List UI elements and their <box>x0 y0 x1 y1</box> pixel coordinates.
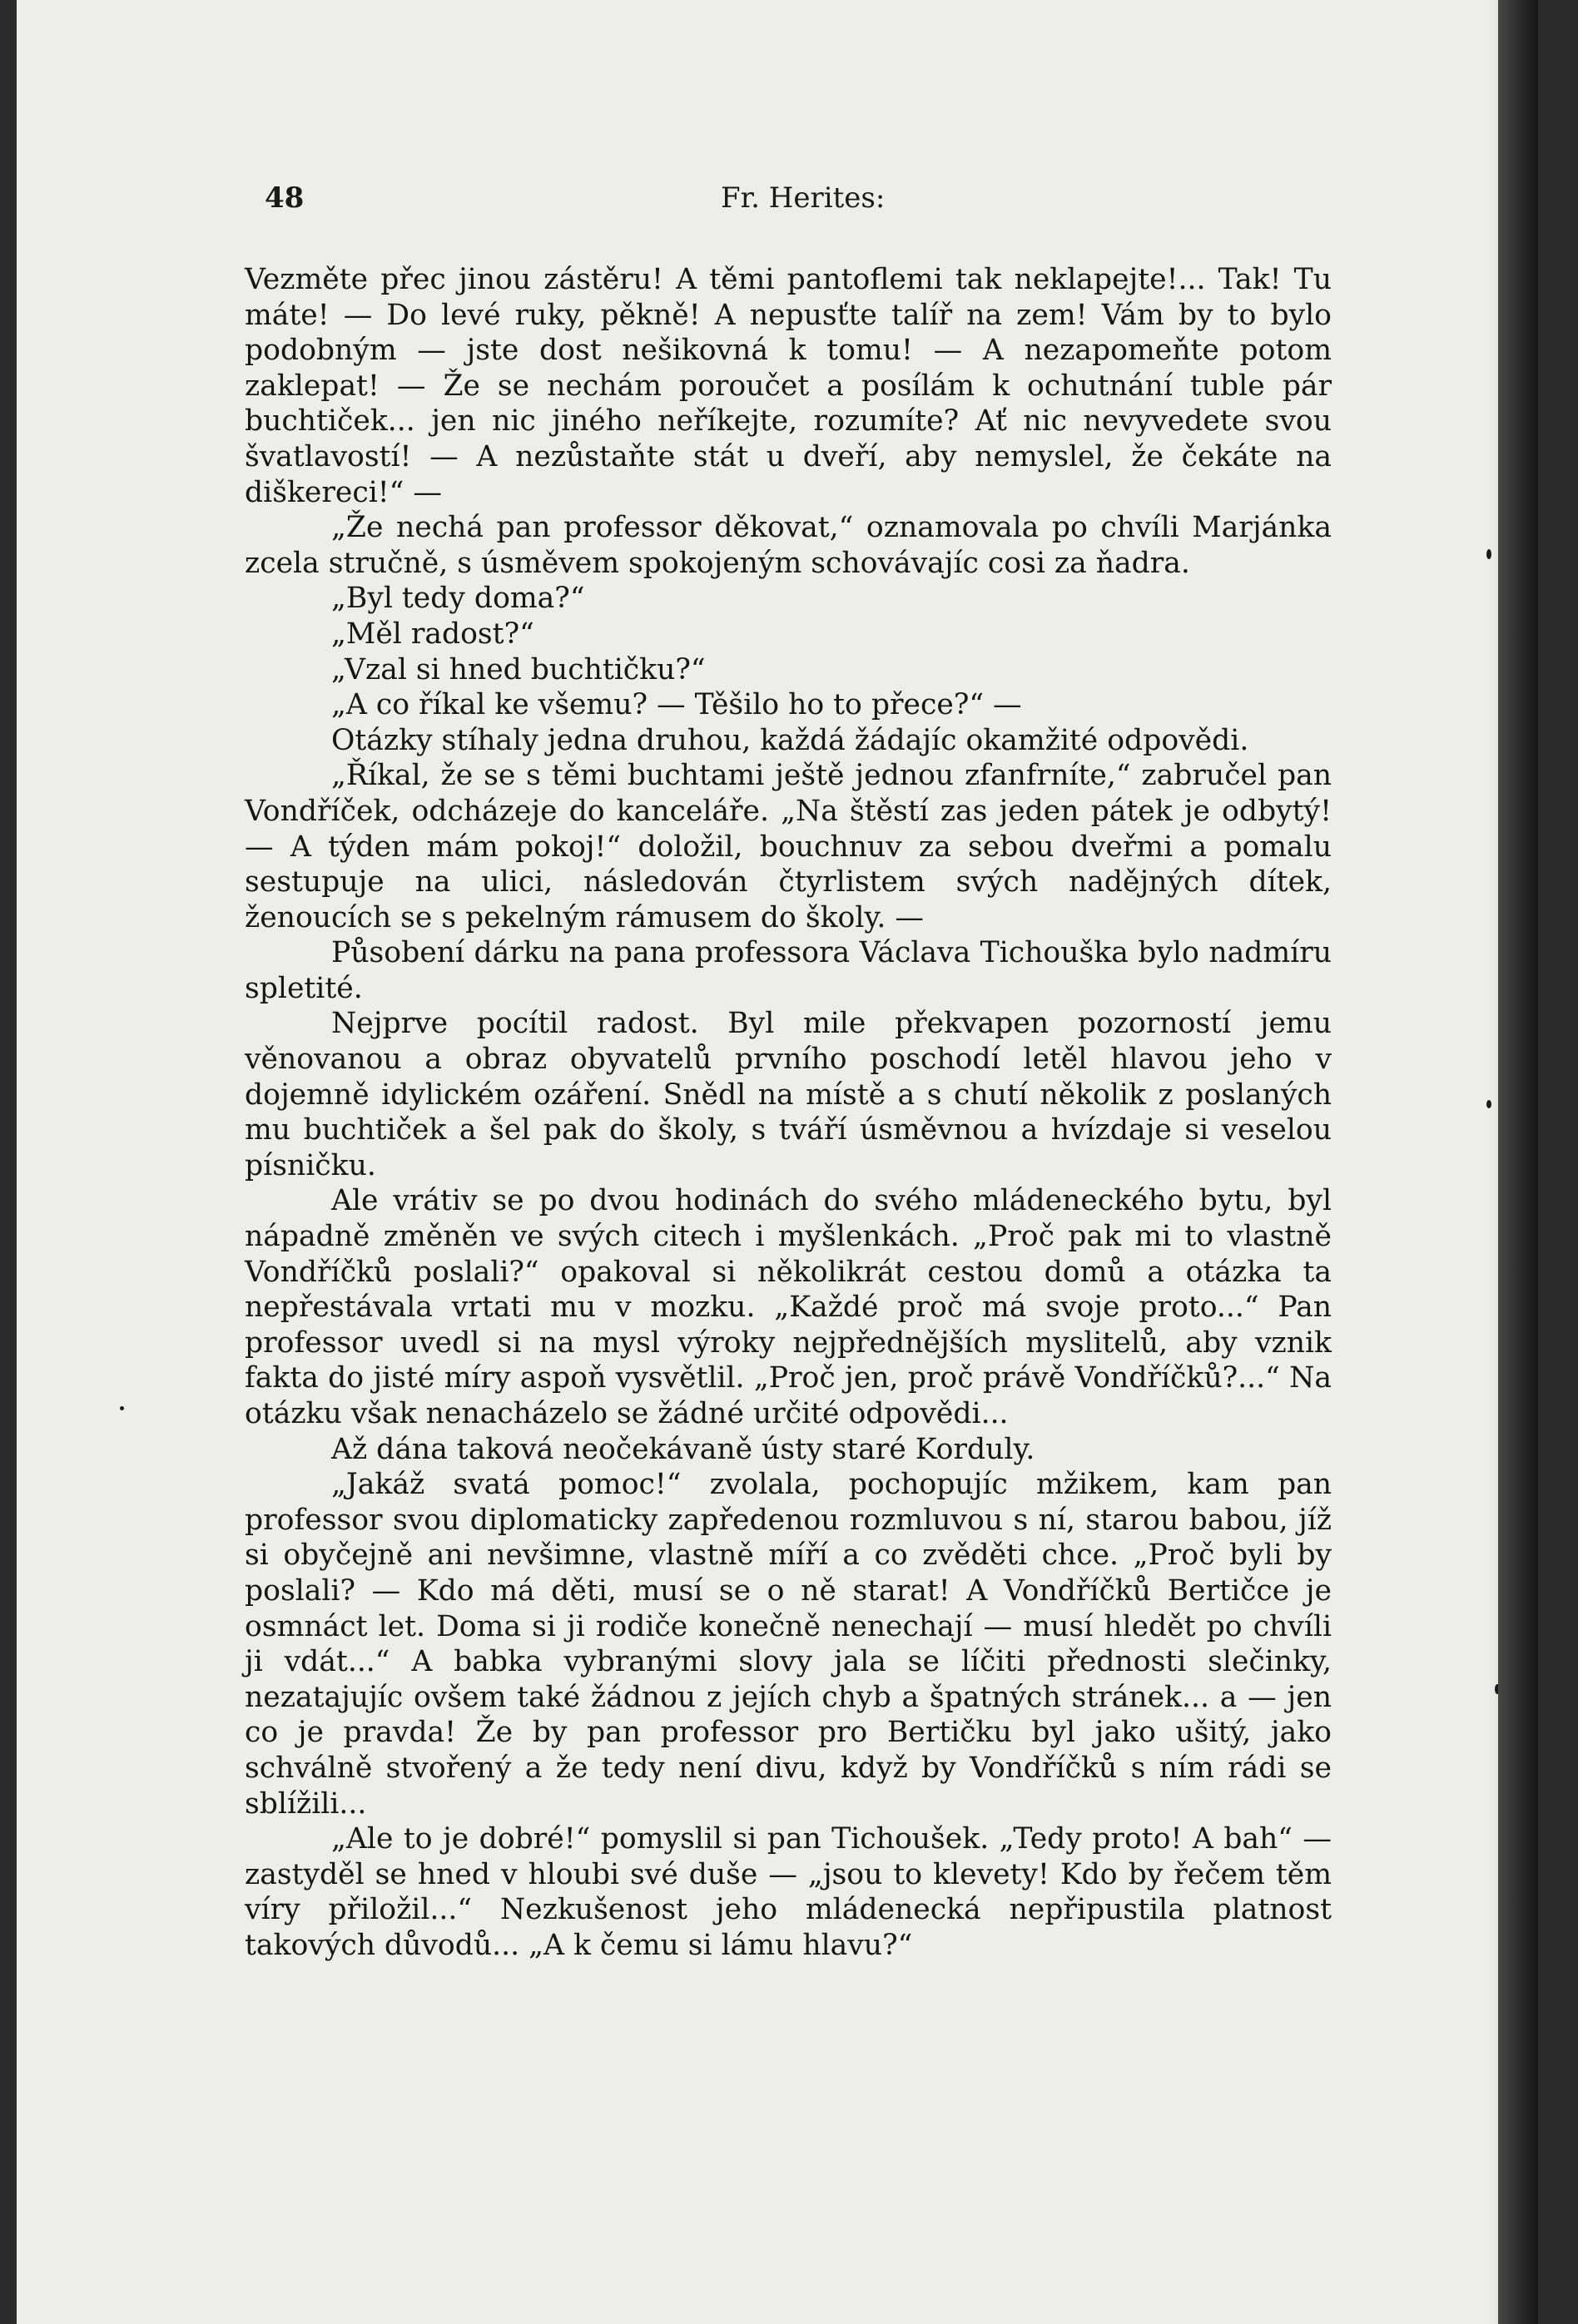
page-number: 48 <box>265 181 305 215</box>
paragraph: „Jakáž svatá pomoc!“ zvolala, pochopujíc mžikem, kam pan professor svou diplomaticky zapředenou rozmluvou s ní, starou babou, jíž si obyčejně ani nevšimne, vlastně míří a co zvěděti chce. „Proč byli by poslali? — Kdo má děti, musí se o ně starat! A Vondříčků Bertičce je osmnáct let. Doma si ji rodiče konečně nenechají — musí hledět po chvíli ji vdát...“ A babka vybranými slovy jala se líčiti přednosti slečinky, nezatajujíc ovšem také žádnou z jejích chyb a špatných stránek... a — jen co je pravda! Že by pan professor pro Bertičku byl jako ušitý, jako schválně stvořený a že tedy není divu, když by Vondříčků s ním rádi se sblížili... <box>245 1468 1332 1821</box>
running-head: Fr. Herites: <box>721 181 886 215</box>
scan-speck <box>120 1406 124 1410</box>
paragraph: Nejprve pocítil radost. Byl mile překvapen pozorností jemu věnovanou a obraz obyvatelů prvního poschodí letěl hlavou jeho v dojemně idylickém ozáření. Snědl na místě a s chutí několik z poslaných mu buchtiček a šel pak do školy, s tváří úsměvnou a hvízdaje si veselou písničku. <box>245 1007 1332 1182</box>
paragraph: Ale vrátiv se po dvou hodinách do svého mládeneckého bytu, byl nápadně změněn ve svých citech i myšlenkách. „Proč pak mi to vlastně Vondříčků poslali?“ opakoval si několikrát cestou domů a otázka ta nepřestávala vrtati mu v mozku. „Každé proč má svoje proto...“ Pan professor uvedl si na mysl výroky nejpřednějších myslitelů, aby vznik fakta do jisté míry aspoň vysvětlil. „Proč jen, proč právě Vondříčků?...“ Na otázku však nenacházelo se žádné určité odpovědi... <box>245 1184 1332 1430</box>
paragraph: „Vzal si hned buchtičku?“ <box>331 652 706 686</box>
page-binding-edge <box>1498 0 1538 2324</box>
paragraph: „Měl radost?“ <box>331 617 534 651</box>
page-header <box>248 181 1322 223</box>
paragraph: Otázky stíhaly jedna druhou, každá žádajíc okamžité odpovědi. <box>331 723 1249 757</box>
book-page <box>17 0 1538 2324</box>
paragraph: Až dána taková neočekávaně ústy staré Korduly. <box>331 1432 1035 1466</box>
paragraph: Působení dárku na pana professora Václava Tichouška bylo nadmíru spletité. <box>245 936 1332 1005</box>
body-text <box>245 262 1332 1964</box>
paragraph: „Ale to je dobré!“ pomyslil si pan Tichoušek. „Tedy proto! A bah“ — zastyděl se hned v hloubi své duše — „jsou to klevety! Kdo by řečem těm víry přiložil...“ Nezkušenost jeho mládenecká nepřipustila platnost takových důvodů... „A k čemu si lámu hlavu?“ <box>245 1822 1332 1962</box>
paragraph: „Že nechá pan professor děkovat,“ oznamovala po chvíli Marjánka zcela stručně, s úsměvem spokojeným schovávajíc cosi za ňadra. <box>245 511 1332 580</box>
scan-speck <box>1486 549 1491 559</box>
paragraph: „A co říkal ke všemu? — Těšilo ho to přece?“ — <box>331 688 1022 722</box>
scan-speck <box>1486 1100 1491 1108</box>
paragraph: „Byl tedy doma?“ <box>331 582 585 616</box>
paragraph: Vezměte přec jinou zástěru! A těmi pantoflemi tak neklapejte!... Tak! Tu máte! — Do levé ruky, pěkně! A nepusťte talíř na zem! Vám by to bylo podobným — jste dost nešikovná k tomu! — A nezapomeňte potom zaklepat! — Že se nechám poroučet a posílám k ochutnání tuble pár buchtiček... jen nic jiného neříkejte, rozumíte? Ať nic nevyvedete svou švatlavostí! — A nezůstaňte stát u dveří, aby nemyslel, že čekáte na diškereci!“ — <box>245 263 1332 509</box>
paragraph: „Říkal, že se s těmi buchtami ještě jednou zfanfrníte,“ zabručel pan Vondříček, odcházeje do kanceláře. „Na štěstí zas jeden pátek je odbytý! — A týden mám pokoj!“ doložil, bouchnuv za sebou dveřmi a pomalu sestupuje na ulici, následován čtyrlistem svých nadějných dítek, ženoucích se s pekelným rámusem do školy. — <box>245 759 1332 934</box>
